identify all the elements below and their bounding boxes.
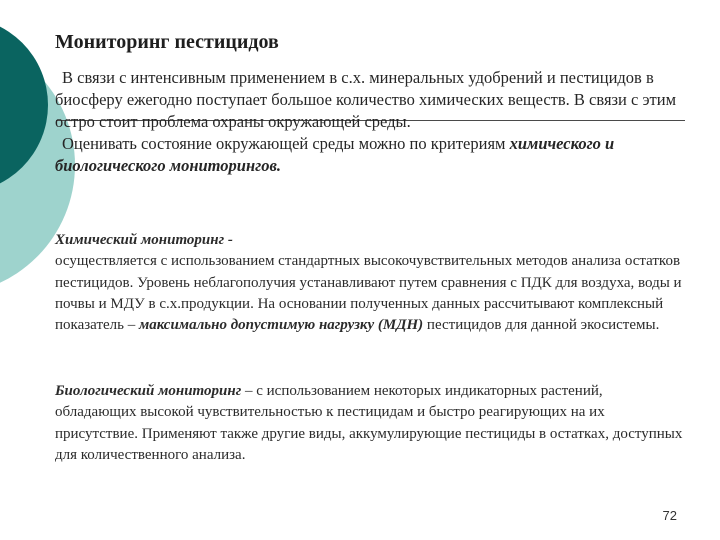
biological-monitoring-term: Биологический мониторинг bbox=[55, 383, 242, 399]
intro-monitoring-term: химического и биологического мониторингов. bbox=[55, 134, 615, 175]
intro-text-2: Оценивать состояние окружающей среды можно по критериям bbox=[62, 134, 506, 153]
intro-paragraph bbox=[55, 67, 687, 177]
slide-title: Мониторинг пестицидов bbox=[55, 31, 279, 53]
chemical-monitoring-text: осуществляется с использованием стандартных высокочувствительных методов анализа остатков пестицидов. Уровень неблагополучия устанавливают путем сравнения с ПДК для воздуха, воды и почвы и МДУ в с.х.продукции. На основании полученных данных рассчитывают комплексный показатель – bbox=[55, 253, 682, 334]
chemical-monitoring-term: Химический мониторинг - bbox=[55, 232, 233, 248]
intro-text-1: В связи с интенсивным применением в с.х. минеральных удобрений и пестицидов в биосферу ежегодно поступает большое количество химических веществ. В связи с этим остро стоит проблема охраны окружающей среды. bbox=[55, 68, 677, 131]
biological-monitoring-paragraph bbox=[55, 381, 687, 466]
biological-monitoring-text: – с использованием некоторых индикаторных растений, обладающих высокой чувствительностью к пестицидам и быстро реагирующих на их присутствие. Применяют также другие виды, аккумулирующие пестициды в остатках, доступных для количественного анализа. bbox=[55, 383, 683, 463]
page-number: 72 bbox=[662, 508, 677, 523]
chemical-monitoring-paragraph bbox=[55, 230, 687, 336]
chemical-monitoring-text-end: пестицидов для данной экосистемы. bbox=[426, 317, 660, 334]
mdn-term: максимально допустимую нагрузку (МДН) bbox=[138, 317, 424, 334]
